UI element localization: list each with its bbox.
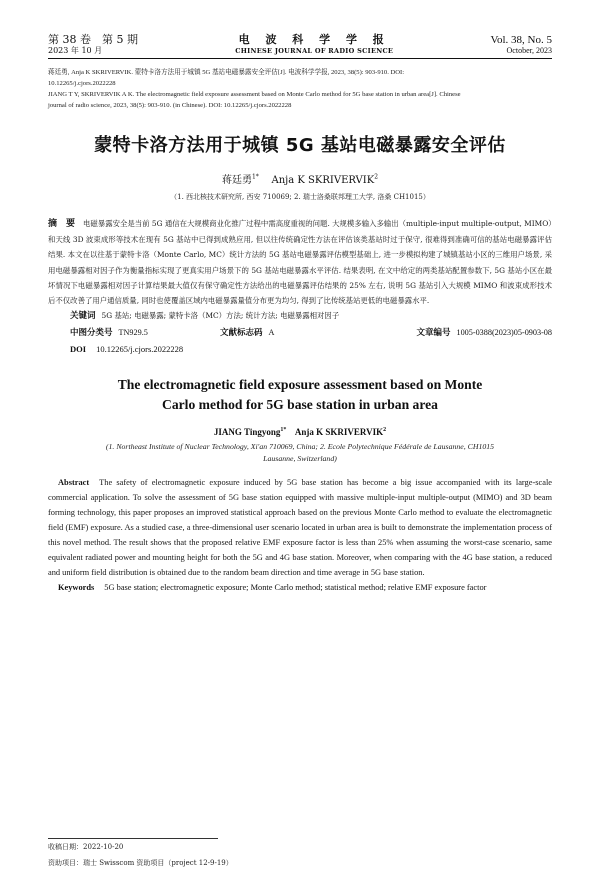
- header-center: [235, 34, 393, 56]
- keywords-en-text: 5G base station; electromagnetic exposure; Monte Carlo method; statistical method; relative EMF exposure factor: [104, 583, 487, 593]
- volume-en: Vol. 38, No. 5: [490, 34, 552, 46]
- abstract-cn: [48, 216, 552, 308]
- citation-en-line1: JIANG T Y, SKRIVERVIK A K. The electromagnetic field exposure assessment based on Monte Carlo method for 5G base station in urban area[J]. Chinese: [48, 91, 461, 98]
- footnote-block: [48, 838, 552, 871]
- citation-cn-line2: 10.12265/j.cjors.2022228: [48, 80, 116, 87]
- keywords-cn-label: 关键词: [70, 311, 96, 322]
- affiliation-en-line2: Lausanne, Switzerland): [263, 454, 337, 464]
- header-rule: [48, 58, 552, 59]
- journal-name-en: CHINESE JOURNAL OF RADIO SCIENCE: [235, 47, 394, 55]
- date-cn: 2023 年 10 月: [48, 46, 103, 55]
- author1-cn: 蒋廷勇: [221, 175, 252, 186]
- doc-code-field: [220, 324, 413, 341]
- affiliation-en-line1: (1. Northeast Institute of Nuclear Technology, Xi'an 710069, China; 2. Ecole Polytechnique Fédérale de Lausanne, CH1015: [105, 442, 495, 452]
- keywords-en-label: Keywords: [58, 583, 95, 593]
- doi-value: 10.12265/j.cjors.2022228: [96, 344, 184, 355]
- authors-cn: [48, 171, 552, 186]
- funding: 资助项目：瑞士 Swisscom 资助项目（project 12-9-19）: [48, 859, 233, 867]
- title-en-line1: The electromagnetic field exposure assessment based on Monte: [117, 377, 483, 393]
- article-no-field: [413, 324, 552, 341]
- author1-en: JIANG Tingyong: [213, 427, 281, 438]
- title-en-line2: Carlo method for 5G base station in urban area: [162, 397, 438, 413]
- title-cn: 蒙特卡洛方法用于城镇 5G 基站电磁暴露安全评估: [94, 135, 506, 156]
- journal-name-cn: 电 波 科 学 学 报: [238, 33, 390, 46]
- author1-en-sup: 1*: [280, 427, 287, 434]
- clc-field: [70, 324, 220, 341]
- affiliation-en: [48, 441, 552, 465]
- doc-code-value: A: [268, 328, 275, 338]
- doc-code-label: 文献标志码: [220, 328, 263, 339]
- doi-row: [48, 341, 552, 357]
- doi-label: DOI: [70, 344, 87, 355]
- abstract-en: [48, 475, 552, 580]
- keywords-en: [48, 580, 552, 595]
- affiliation-cn: （1. 西北核技术研究所, 西安 710069; 2. 瑞士洛桑联邦理工大学, 洛桑 CH1015）: [170, 193, 430, 201]
- header-left: [48, 34, 138, 56]
- received-date: 收稿日期：2022-10-20: [48, 843, 124, 851]
- journal-header: [48, 0, 552, 56]
- citation-cn-line1: 蒋廷勇, Anja K SKRIVERVIK. 蒙特卡洛方法用于城镇 5G 基站电磁暴露安全评估[J]. 电波科学学报, 2023, 38(5): 903-910. DOI:: [48, 69, 405, 76]
- abstract-en-label: Abstract: [58, 478, 90, 488]
- author2-cn-sup: 2: [374, 173, 379, 181]
- classification-row: [48, 324, 552, 341]
- title-en: [48, 375, 552, 415]
- keywords-cn-text: 5G 基站; 电磁暴露; 蒙特卡洛（MC）方法; 统计方法; 电磁暴露相对因子: [101, 311, 340, 321]
- authors-en: [48, 427, 552, 437]
- date-en: October, 2023: [506, 46, 552, 55]
- keywords-cn: [48, 308, 552, 324]
- clc-value: TN929.5: [118, 328, 148, 338]
- author2-cn: Anja K SKRIVERVIK: [271, 175, 375, 186]
- abstract-cn-label: 摘 要: [48, 219, 76, 229]
- author2-en: Anja K SKRIVERVIK: [294, 427, 384, 438]
- article-no-value: 1005-0388(2023)05-0903-08: [456, 328, 552, 338]
- citation-en-line2: journal of radio science, 2023, 38(5): 903-910. (in Chinese). DOI: 10.12265/j.cjors.2022228: [48, 102, 292, 109]
- clc-label: 中图分类号: [70, 328, 113, 339]
- header-right: [490, 34, 552, 56]
- abstract-en-text: The safety of electromagnetic exposure induced by 5G base station has become a big issue accompanied with its large-scale commercial application. To solve the assessment of 5G base station equipped with massive multiple-input multiple-output (MIMO) and 3D beam forming technology, this paper proposes an improved statistical approach based on the previous Monte Carlo method to evaluate the electromagnetic field (EMF) exposure. As a studied case, a three-dimensional user scenario located in urban area is built to demonstrate the implementation process of this novel method. The result shows that the proposed relative EMF exposure factor is less than 25% when assuming the worst-case scenario, same equivalent radiated power and mounting height for both the 5G and 4G base station. Moreover, when comparing with the 4G base station, a reduced and uniform field distribution is obtained due to the random beam direction and time average in 5G base station.: [48, 478, 552, 578]
- volume-cn: 第 38 卷 第 5 期: [48, 33, 138, 46]
- abstract-cn-text: 电磁暴露安全是当前 5G 通信在大规模商业化推广过程中需高度重视的问题. 大规模多输入多输出（multiple-input multiple-output, MIMO）和天线 3D 波束成形等技术在现有 5G 基站中已得到成熟应用, 但以往传统确定性方法在评估该类基站时过于保守, 很难得到准确可信的基站电磁暴露评估结果. 本文在以往基于蒙特卡洛（Monte Carlo, MC）统计方法的 5G 基站电磁暴露评估模型基础上, 进一步模拟构建了城镇基站小区的三维用户场景, 采用电磁暴露相对因子作为衡量指标实现了更真实用户场景下的 5G 基站电磁暴露水平评估. 结果表明, 在文中给定的两类基站配置参数下, 5G 基站小区在最坏情况下电磁暴露相对因子计算结果最大值仅有保守确定性方法给出的电磁暴露评估结果的 25% 左右, 说明 5G 基站引入大规模 MIMO 和波束成形技术后不仅改善了用户通信质量, 同时也使覆盖区域内电磁暴露量值分布更为均匀, 得到了比传统基站更低的电磁暴露水平.: [48, 219, 552, 306]
- article-no-label: 文章编号: [416, 328, 451, 339]
- author2-en-sup: 2: [383, 427, 387, 434]
- citation-block: [48, 67, 552, 111]
- author1-cn-sup: 1*: [251, 173, 259, 181]
